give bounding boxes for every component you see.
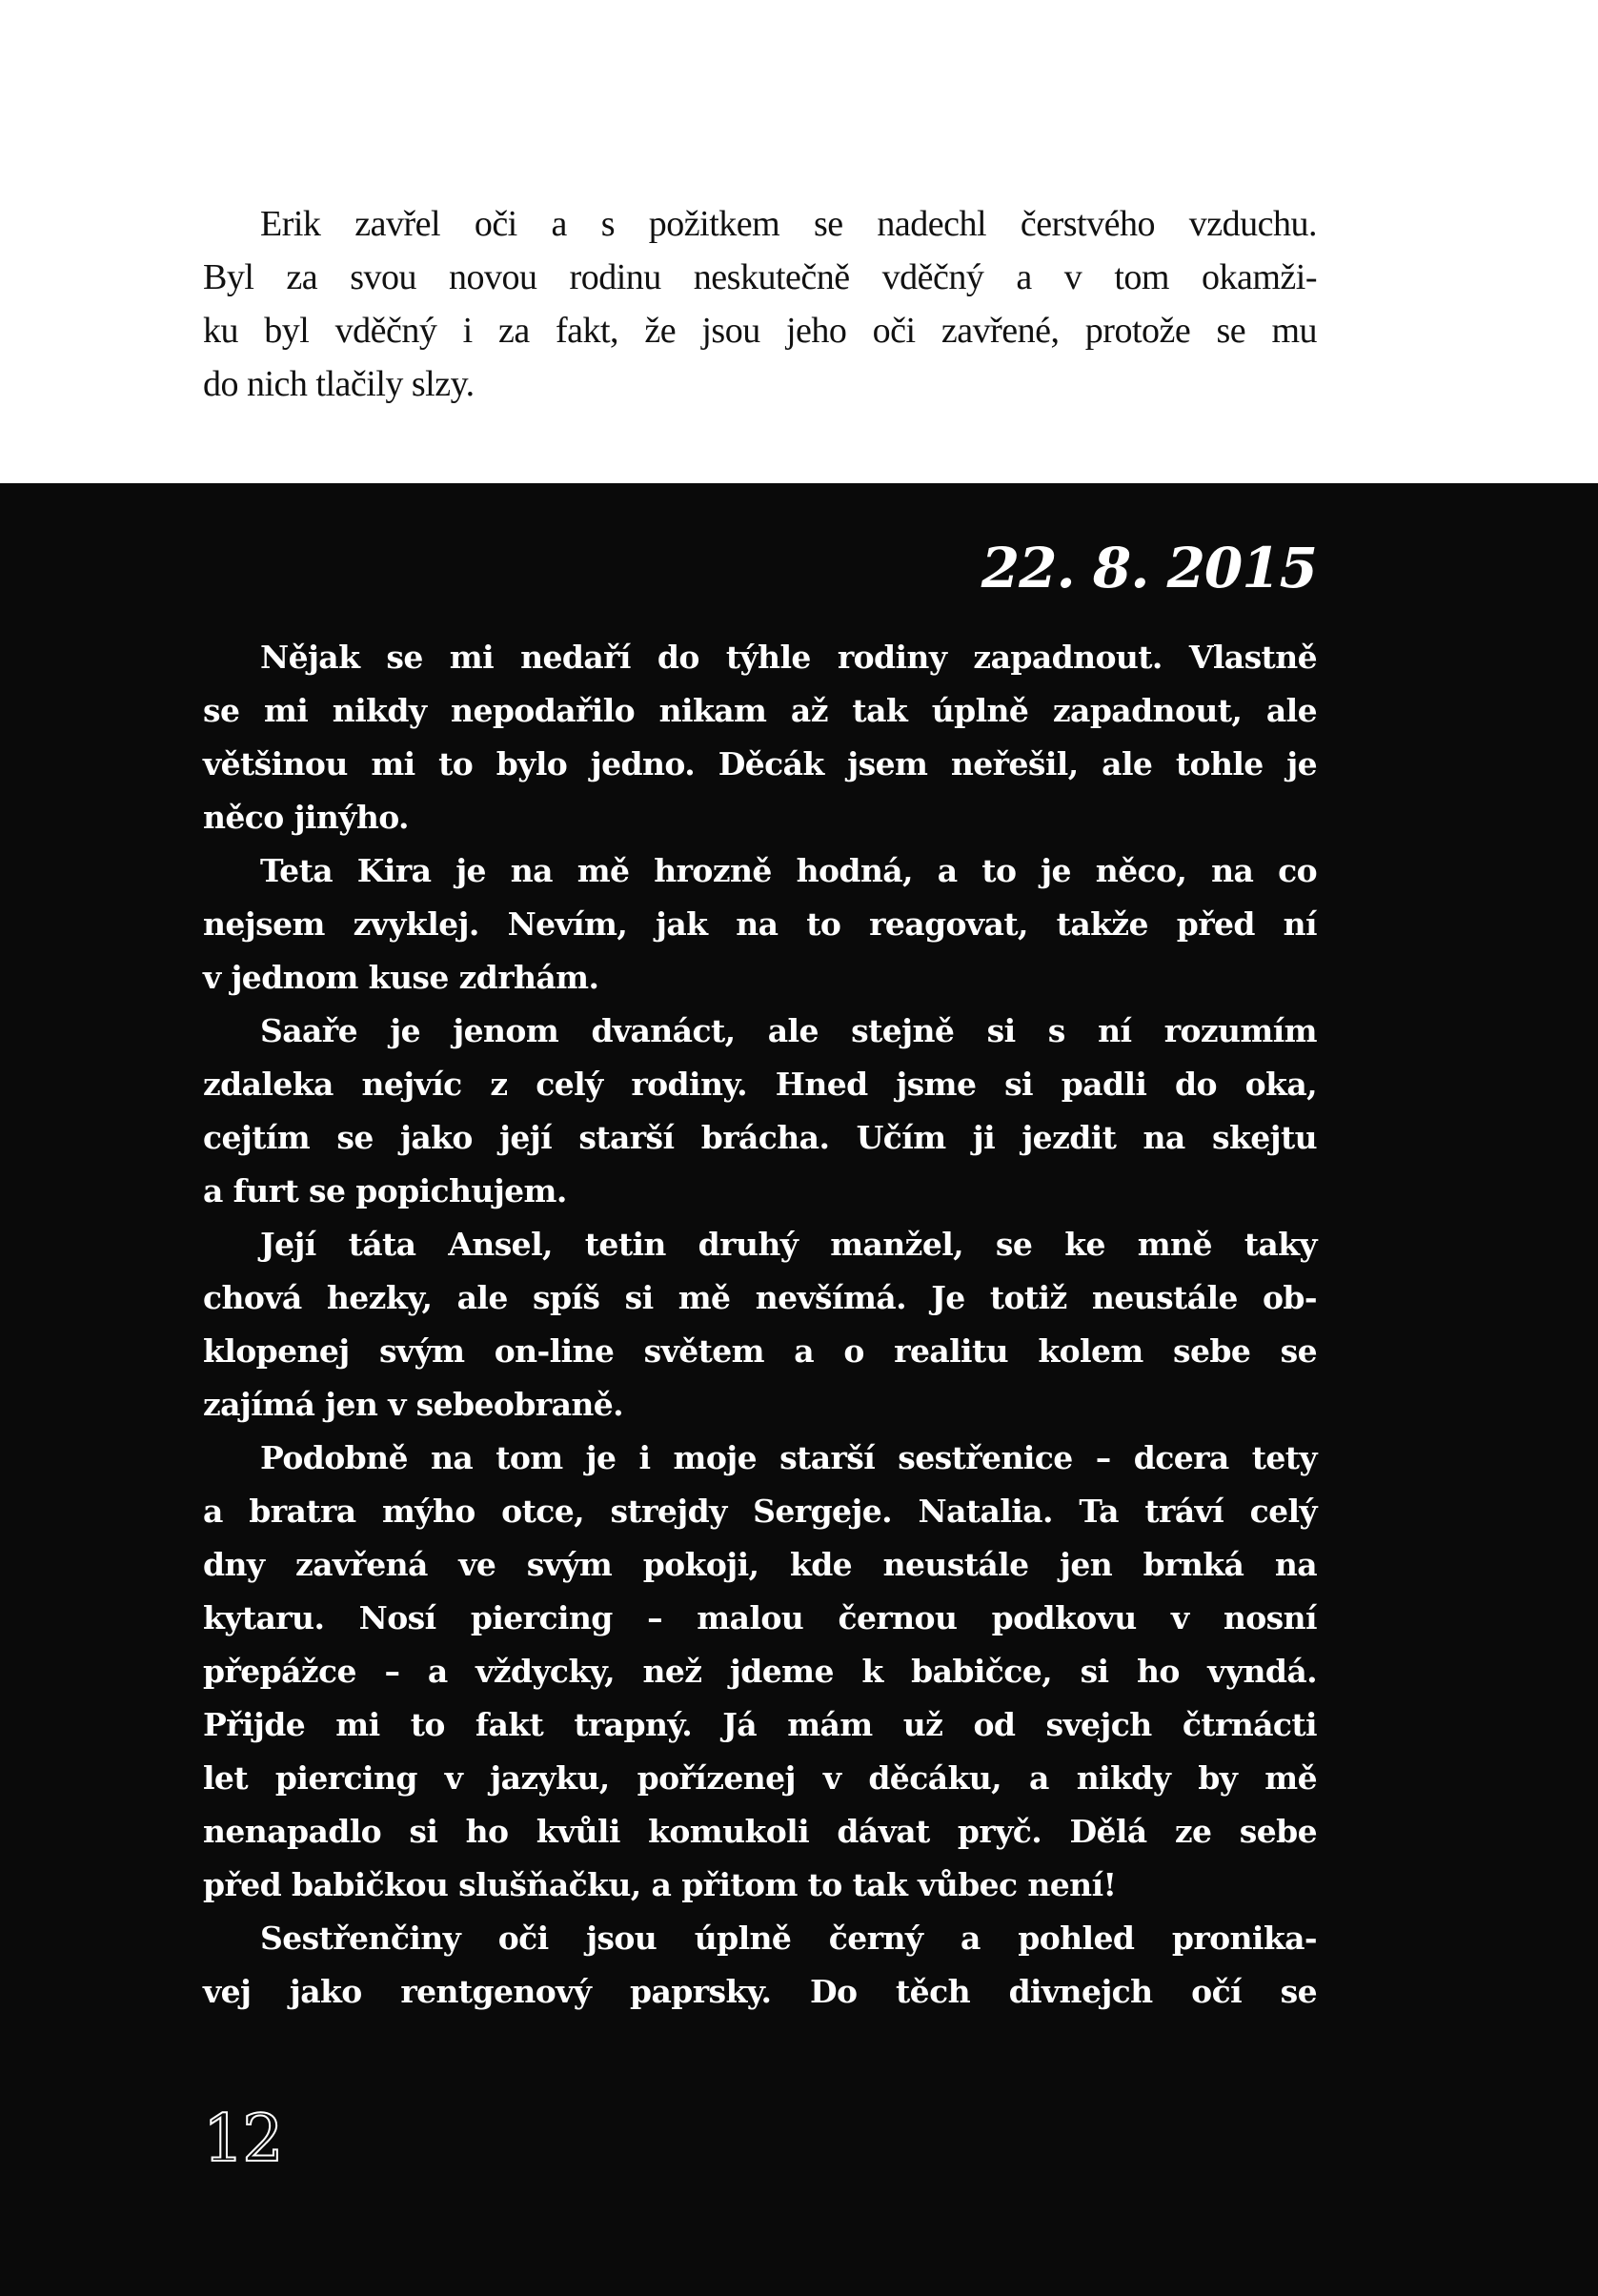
intro-paragraph: [203, 197, 1317, 411]
text-line: a furt se popichujem.: [203, 1172, 567, 1209]
text-line: klopenej svým on-line světem a o realitu kolem sebe se: [203, 1332, 1317, 1370]
text-line: cejtím se jako její starší brácha. Učím ji jezdit na skejtu: [203, 1119, 1317, 1156]
diary-body: [0, 483, 1598, 2296]
text-line: v jednom kuse zdrhám.: [203, 959, 599, 996]
text-line: Sestřenčiny oči jsou úplně černý a pohled pronika-: [260, 1920, 1317, 1957]
text-line: Erik zavřel oči a s požitkem se nadechl čerstvého vzduchu.: [260, 204, 1317, 244]
diary-text: [203, 631, 1317, 2019]
text-line: Podobně na tom je i moje starší sestřenice – dcera tety: [260, 1439, 1317, 1476]
text-line: Její táta Ansel, tetin druhý manžel, se ke mně taky: [260, 1226, 1317, 1263]
text-line: a bratra mýho otce, strejdy Sergeje. Natalia. Ta tráví celý: [203, 1493, 1317, 1530]
text-line: Byl za svou novou rodinu neskutečně vděčný a v tom okamži-: [203, 257, 1317, 297]
text-line: se mi nikdy nepodařilo nikam až tak úplně zapadnout, ale: [203, 692, 1317, 729]
text-line: chová hezky, ale spíš si mě nevšímá. Je totiž neustále ob-: [203, 1279, 1317, 1316]
text-line: nenapadlo si ho kvůli komukoli dávat pryč. Dělá ze sebe: [203, 1813, 1317, 1850]
text-line: let piercing v jazyku, pořízenej v děcáku, a nikdy by mě: [203, 1759, 1317, 1797]
page-number: 12: [203, 2102, 282, 2177]
text-line: Nějak se mi nedaří do týhle rodiny zapadnout. Vlastně: [260, 639, 1317, 676]
text-line: většinou mi to bylo jedno. Děcák jsem neřešil, ale tohle je: [203, 745, 1317, 782]
text-line: ku byl vděčný i za fakt, že jsou jeho oči zavřené, protože se mu: [203, 311, 1317, 351]
text-line: vej jako rentgenový paprsky. Do těch divnejch očí se: [203, 1973, 1317, 2010]
diary-date: 22. 8. 2015: [981, 536, 1317, 600]
text-line: zajímá jen v sebeobraně.: [203, 1386, 624, 1423]
text-line: do nich tlačily slzy.: [203, 364, 475, 404]
text-line: zdaleka nejvíc z celý rodiny. Hned jsme si padli do oka,: [203, 1066, 1317, 1103]
text-line: nejsem zvyklej. Nevím, jak na to reagovat, takže před ní: [203, 905, 1317, 943]
text-line: Teta Kira je na mě hrozně hodná, a to je něco, na co: [260, 852, 1317, 889]
text-line: kytaru. Nosí piercing – malou černou podkovu v nosní: [203, 1599, 1317, 1636]
text-line: něco jinýho.: [203, 799, 409, 836]
text-line: přepážce – a vždycky, než jdeme k babičce, si ho vyndá.: [203, 1653, 1317, 1690]
previous-section: [0, 0, 1598, 483]
text-line: před babičkou slušňačku, a přitom to tak vůbec není!: [203, 1866, 1117, 1903]
text-line: Saaře je jenom dvanáct, ale stejně si s ní rozumím: [260, 1012, 1317, 1049]
text-line: Přijde mi to fakt trapný. Já mám už od svejch čtrnácti: [203, 1706, 1317, 1743]
text-line: dny zavřená ve svým pokoji, kde neustále jen brnká na: [203, 1546, 1317, 1583]
